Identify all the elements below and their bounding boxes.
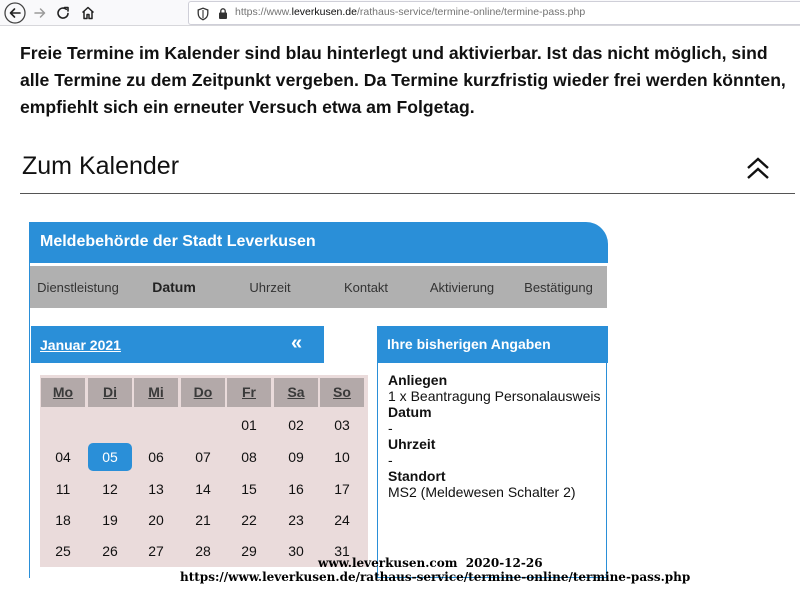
calendar-day: 07 <box>195 449 211 465</box>
back-button[interactable] <box>3 1 27 25</box>
shield-icon[interactable] <box>196 7 210 21</box>
previous-month-button[interactable]: « <box>291 332 303 354</box>
calendar-day: 23 <box>288 512 304 528</box>
calendar-grid <box>40 375 368 567</box>
lock-icon[interactable] <box>217 7 229 20</box>
summary-body <box>388 372 608 500</box>
calendar-day-available[interactable]: 05 <box>88 443 132 471</box>
step-dienstleistung: Dienstleistung <box>37 279 119 295</box>
calendar-day: 03 <box>334 417 350 433</box>
calendar-day: 29 <box>241 543 257 559</box>
calendar-day: 19 <box>102 512 118 528</box>
reload-icon <box>55 5 71 21</box>
watermark-site-date <box>318 556 543 570</box>
url-prefix: https://www. <box>235 6 292 18</box>
month-label[interactable]: Januar 2021 <box>40 337 121 353</box>
section-divider <box>20 193 795 194</box>
step-aktivierung: Aktivierung <box>429 279 495 295</box>
calendar-day: 24 <box>334 512 350 528</box>
section-title: Zum Kalender <box>22 152 180 180</box>
address-bar[interactable] <box>188 1 800 25</box>
intro-text: Freie Termine im Kalender sind blau hinterlegt und aktivierbar. Ist das nicht möglich, sind alle Termine zu dem Zeitpunkt vergeben. Da Termine kurzfristig wieder frei werden könnten, empfiehlt sich ein erneuter Versuch etwa am Folgetag. <box>20 43 786 117</box>
calendar-day: 12 <box>102 481 118 497</box>
weekday-mi: Mi <box>134 378 178 407</box>
collapse-button[interactable] <box>744 154 772 182</box>
back-arrow-icon <box>4 2 26 24</box>
home-icon <box>80 5 96 21</box>
calendar-day: 09 <box>288 449 304 465</box>
standort-value: MS2 (Meldewesen Schalter 2) <box>388 484 576 500</box>
calendar-day: 17 <box>334 481 350 497</box>
calendar-day: 11 <box>55 481 71 497</box>
weekday-sa: Sa <box>274 378 318 407</box>
browser-toolbar <box>0 0 800 26</box>
calendar-day: 31 <box>334 543 350 559</box>
calendar-day: 15 <box>241 481 257 497</box>
calendar-day: 26 <box>102 543 118 559</box>
weekday-do: Do <box>181 378 225 407</box>
url-path: /rathaus-service/termine-online/termine-pass.php <box>356 6 586 18</box>
home-button[interactable] <box>76 1 100 25</box>
datum-label: Datum <box>388 404 432 420</box>
calendar-day: 06 <box>148 449 164 465</box>
summary-title: Ihre bisherigen Angaben <box>377 326 608 363</box>
weekday-header <box>40 378 368 408</box>
step-datum: Datum <box>152 279 196 295</box>
calendar-day: 14 <box>195 481 211 497</box>
watermark-date: 2020-12-26 <box>465 556 543 570</box>
url-text <box>235 6 585 18</box>
double-chevron-up-icon <box>744 154 772 182</box>
step-uhrzeit: Uhrzeit <box>249 279 291 295</box>
widget-title: Meldebehörde der Stadt Leverkusen <box>30 222 608 263</box>
reload-button[interactable] <box>51 1 75 25</box>
standort-label: Standort <box>388 468 446 484</box>
datum-value: - <box>388 420 393 436</box>
weekday-mo: Mo <box>41 378 85 407</box>
uhrzeit-label: Uhrzeit <box>388 436 436 452</box>
forward-button[interactable] <box>28 1 52 25</box>
calendar-day: 13 <box>148 481 164 497</box>
calendar-day: 25 <box>55 543 71 559</box>
calendar-day: 02 <box>288 417 304 433</box>
calendar-day: 08 <box>241 449 257 465</box>
weekday-di: Di <box>88 378 132 407</box>
watermark-url: https://www.leverkusen.de/rathaus-service/termine-online/termine-pass.php <box>180 570 691 584</box>
step-navigation <box>30 266 607 308</box>
calendar-day: 04 <box>55 449 71 465</box>
appointment-widget <box>29 222 607 578</box>
summary-panel <box>377 326 607 578</box>
uhrzeit-value: - <box>388 452 393 468</box>
calendar-day: 10 <box>334 449 350 465</box>
weekday-fr: Fr <box>227 378 271 407</box>
calendar-day: 28 <box>195 543 211 559</box>
calendar-day: 22 <box>241 512 257 528</box>
calendar-day: 01 <box>241 417 257 433</box>
calendar-day: 27 <box>148 543 164 559</box>
step-bestaetigung: Bestätigung <box>524 279 593 295</box>
calendar-day: 20 <box>148 512 164 528</box>
step-kontakt: Kontakt <box>343 279 389 295</box>
url-domain: leverkusen.de <box>291 6 357 18</box>
anliegen-value: 1 x Beantragung Personalausweis <box>388 388 601 404</box>
calendar-day: 30 <box>288 543 304 559</box>
forward-arrow-icon <box>32 5 48 21</box>
watermark-site: www.leverkusen.com <box>318 556 458 570</box>
month-bar <box>31 326 324 363</box>
calendar-day: 21 <box>195 512 211 528</box>
anliegen-label: Anliegen <box>388 372 448 388</box>
calendar-day: 16 <box>288 481 304 497</box>
calendar-day: 18 <box>55 512 71 528</box>
weekday-so: So <box>320 378 364 407</box>
